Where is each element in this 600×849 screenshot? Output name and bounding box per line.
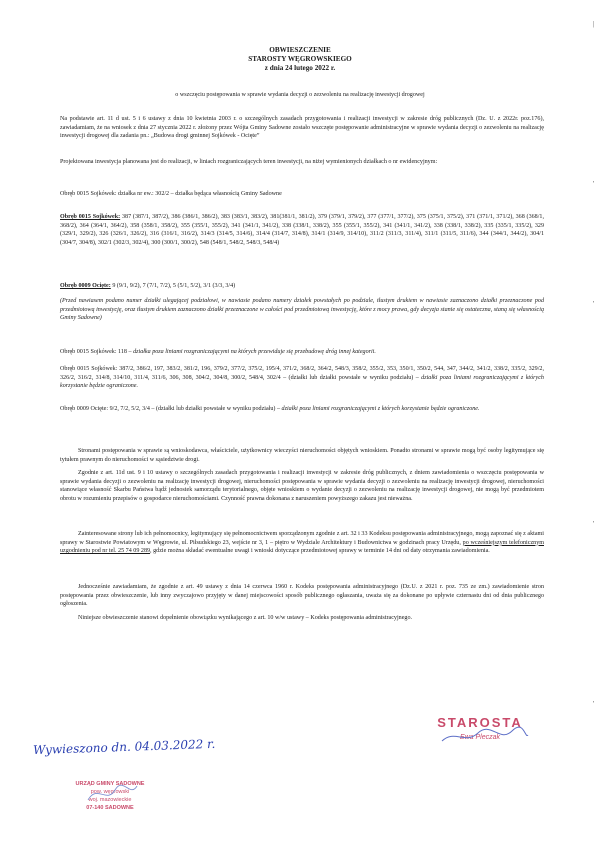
paragraph-transfer-ban: Zgodnie z art. 11d ust. 9 i 10 ustawy o szczególnych zasadach przygotowania i realizacji inwestycji w zakresie dróg publicznych, z dniem zawiadomienia o wszczęciu postępowania w sprawie wydania decyzji o zezwoleniu na realizację inwestycji drogowej, nieruchomości postępowania w sprawie wydania decyzji o zezwoleniu na realizację inwestycji drogowej, nieruchomości stanowiące własność Skarbu Państwa bądź jednostek samorządu terytorialnego, objęte wnioskiem o wydanie decyzji o zezwoleniu na realizację inwestycji drogowej, nie mogą być przedmiotem obrotu w rozumieniu przepisów o gospodarce nieruchomościami. Czynność prawna dokonana z naruszeniem powyższego zakazu jest nieważna. xyxy=(60,470,544,502)
edge-mark: ' xyxy=(592,700,594,708)
paragraph-parcels-limited-sojkowek xyxy=(60,365,544,391)
starosta-stamp: STAROSTA xyxy=(437,715,523,730)
office-stamp-line2: pow. węgrowski xyxy=(90,789,130,795)
paragraph-legal-basis: Na podstawie art. 11 d ust. 5 i 6 ustawy z dnia 10 kwietnia 2003 r. o szczególnych zasadach przygotowania i realizacji inwestycji w zakresie dróg publicznych (Dz. U. z 2022r. poz.176), zawiadamiam, że na wniosek z dnia 27 stycznia 2022 r. złożony przez Wójta Gminy Sadowne zostało wszczęte postępowanie administracyjne w sprawie wydania decyzji o zezwoleniu na realizację inwestycji drogowej dla zadania pn.: „Budowa drogi gminnej Sojkówek - Ocięte” xyxy=(60,116,544,140)
document-title: OBWIESZCZENIE xyxy=(269,46,331,54)
paragraph-investment-scope: Projektowana inwestycja planowana jest do realizacji, w liniach rozgraniczających teren inwestycji, na niżej wymienionych działkach o nr ewidencyjnym: xyxy=(60,159,438,165)
access-files-text: Zainteresowane strony lub ich pełnomocnicy, legitymujący się pełnomocnictwem sporządzonym zgodnie z art. 32 i 33 Kodeksu postępowania administracyjnego, mogą zapoznać się z aktami sprawy w Starostwie Powiatowym w Węgrowie, ul. Piłsudskiego 23, wejście nr 3, 1 – piętro w Wydziale Architektury i Budownictwa w godzinach pracy Urzędu, xyxy=(60,531,544,546)
paragraph-sojkowek-parcels xyxy=(60,213,544,247)
paragraph-obligation: Niniejsze obwieszczenie stanowi dopełnienie obowiązku wynikającego z art. 10 w/w ustawy – Kodeks postępowania administracyjnego. xyxy=(78,615,413,621)
edge-mark: ' xyxy=(592,520,594,528)
issuing-authority: STAROSTY WĘGROWSKIEGO xyxy=(248,55,352,63)
paragraph-parcel-notation-note: (Przed nawiasem podano numer działki ulegającej podziałowi, w nawiasie podano numery działek powstałych po podziale, tłustym drukiem w nawiasie zaznaczono działki przeznaczone pod przedmiotową inwestycję, oraz tłustym drukiem zaznaczono działki przeznaczone w całości pod przedmiotową inwestycję, które z mocy prawa, gdy decyzja stanie się ostateczna, staną się własnością Gminy Sadowne) xyxy=(60,298,544,322)
paragraph-access-files xyxy=(60,530,544,556)
ociete-parcel-list: 9 (9/1, 9/2), 7 (7/1, 7/2), 5 (5/1, 5/2), 3/1 (3/3, 3/4) xyxy=(112,283,236,289)
starosta-signature-icon xyxy=(440,725,530,747)
office-stamp-line3: woj. mazowieckie xyxy=(88,797,132,803)
document-subject: o wszczęciu postępowania w sprawie wydania decyzji o zezwoleniu na realizację inwestycji drogowej xyxy=(175,92,425,98)
handwritten-posting-note: Wywieszono dn. 04.03.2022 r. xyxy=(32,736,216,758)
paragraph-ociete-parcels xyxy=(60,282,544,291)
parcel-other-road-list: Obręb 0015 Sojkówek: 118 – xyxy=(60,349,132,355)
starosta-name: Ewa Pleczak xyxy=(459,734,501,741)
office-stamp-line1: URZĄD GMINY SADOWNE xyxy=(75,781,145,787)
paragraph-parties: Stronami postępowania w sprawie są wnioskodawca, właściciele, użytkownicy wieczyści nieruchomości objętych wnioskiem. Ponadto stronami w sprawie mogą być osoby legitymujące się tytułem prawnym do nieruchomości w sąsiedztwie drogi. xyxy=(60,448,544,463)
paragraph-public-notice: Jednocześnie zawiadamiam, że zgodnie z art. 49 ustawy z dnia 14 czerwca 1960 r. Kodeks postępowania administracyjnego (Dz.U. z 2021 r. poz. 735 ze zm.) zawiadomienie stron postępowania przez obwieszczenie, lub inny zwyczajowo przyjęty w danej miejscowości sposób publicznego ogłaszania, uważa się za dokonane po upływie czternastu dni od dnia publicznego ogłoszenia. xyxy=(60,584,544,608)
access-files-text-end: , gdzie można składać ewentualne uwagi i wnioski dotyczące przedmiotowej sprawy w terminie 14 dni od daty otrzymania zawiadomienia. xyxy=(150,548,490,555)
limited-ociete-list: Obręb 0009 Ocięte: 9/2, 7/2, 5/2, 3/4 – (działki lub działki powstałe w wyniku podziału) – xyxy=(60,406,281,412)
edge-mark: ' xyxy=(592,300,594,308)
paragraph-parcels-limited-ociete xyxy=(60,405,544,414)
edge-mark: ' xyxy=(592,180,594,188)
office-stamp-line4: 07-140 SADOWNE xyxy=(86,805,134,811)
office-stamp-signature-icon xyxy=(85,782,140,806)
ociete-label: Obręb 0009 Ocięte: xyxy=(60,283,111,289)
limited-sojkowek-desc: działki poza liniami rozgraniczającymi z których korzystanie będzie ograniczone. xyxy=(60,374,544,390)
phone-arrangement: po wcześniejszym telefonicznym uzgodnieniu pod nr tel. 25 74 09 289 xyxy=(60,539,544,555)
sojkowek-label: Obręb 0015 Sojkówek: xyxy=(60,214,121,220)
edge-mark: | xyxy=(592,20,594,28)
paragraph-parcel-other-road xyxy=(60,348,544,357)
limited-ociete-desc: działki poza liniami rozgraniczającymi z których korzystanie będzie ograniczone. xyxy=(281,406,480,412)
parcel-other-road-desc: działka poza liniami rozgraniczającymi na których przewiduje się przebudowę dróg innej kategorii. xyxy=(133,349,376,355)
paragraph-parcel-gmina: Obręb 0015 Sojkówek: działka nr ew.: 302/2 – działka będąca własnością Gminy Sadowne xyxy=(60,191,282,197)
sojkowek-parcel-list: 387 (387/1, 387/2), 386 (386/1, 386/2), 383 (383/1, 383/2), 381(381/1, 381/2), 379 (379/1, 379/2), 377 (377/1, 377/2), 375 (375/1, 375/2), 371 (371/1, 371/2), 368 (368/1, 368/2), 364 (364/1, 364/2), 358 (358/1, 358/2), 355 (355/1, 355/2), 341 (341/1, 341/2), 338 (338/1, 338/2), 355 (355/1, 355/2), 341 (341/1, 341/2), 338 (338/1, 338/2), 335 (335/1, 335/2), 329 (329/1, 329/2), 326 (326/1, 326/2), 316 (316/1, 316/2), 314/3 (314/5, 314/6), 314/4 (314/7, 314/8), 314/1 (314/9, 314/10), 311/2 (311/3, 311/4), 311/1 (311/5, 311/6), 344 (344/1, 344/2), 304/1 (304/7, 304/8), 302/1 (302/3, 302/4), 300 (300/1, 300/2), 548 (548/1, 548/2, 548/3, 548/4) xyxy=(60,214,544,246)
document-date: z dnia 24 lutego 2022 r. xyxy=(264,64,336,72)
limited-sojkowek-list: Obręb 0015 Sojkówek: 387/2, 386/2, 197, 383/2, 381/2, 196, 379/2, 377/2, 375/2, 195/4, 371/2, 368/2, 364/2, 548/3, 358/2, 355/2, 353, 350/1, 350/2, 544, 347, 344/2, 341/2, 338/2, 335/2, 329/2, 326/2, 316/2, 314/8, 314/10, 311/4, 311/6, 306, 308, 304/2, 304/8, 300/2, 548/4, 302/4 – (działki lub działki powstałe w wyniku podziału) – xyxy=(60,366,544,381)
